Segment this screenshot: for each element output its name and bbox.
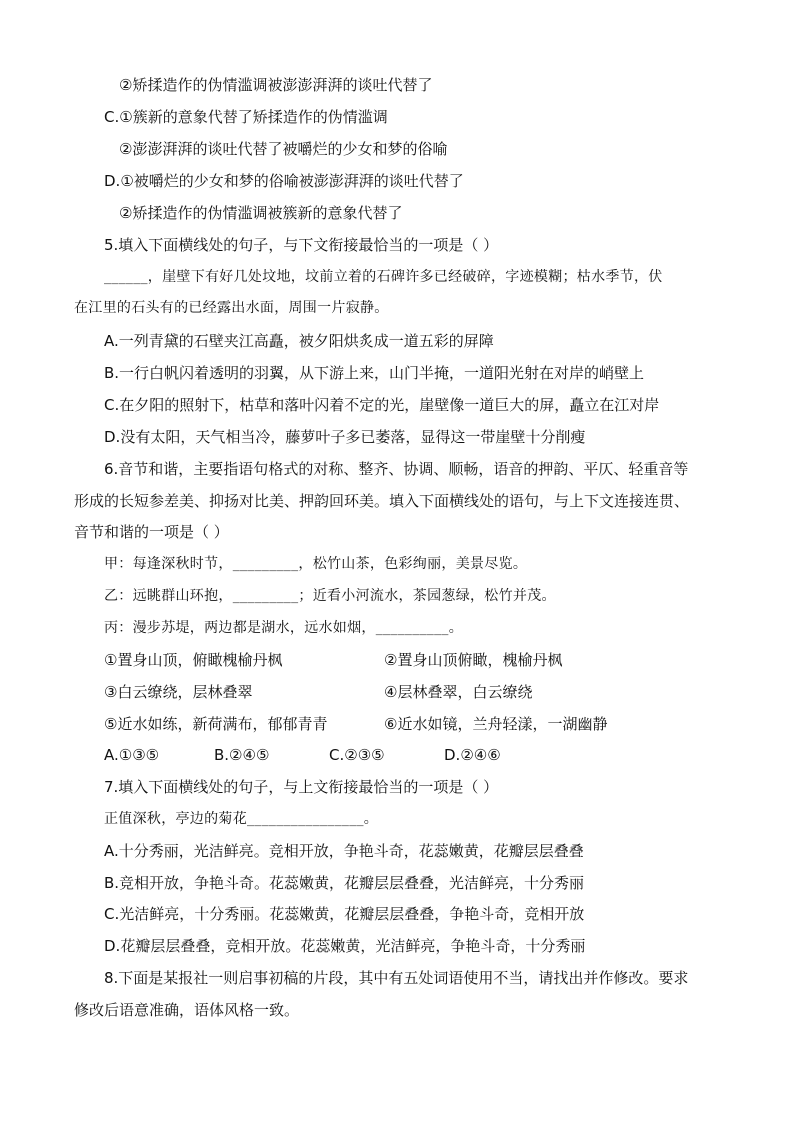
passage-line: 在江里的石头有的已经露出水面，周围一片寂静。 [74,300,389,316]
choice-a: A.一列青黛的石壁夹江高矗，被夕阳烘炙成一道五彩的屏障 [104,332,494,350]
option-item: ③白云缭绕，层林叠翠 [104,683,253,701]
option-item: ④层林叠翠，白云缭绕 [384,683,533,701]
answer-choice: C.②③⑤ [329,746,385,764]
answer-choice: A.①③⑤ [104,746,160,764]
text-line: ②矫揉造作的伪情滥调被澎澎湃湃的谈吐代替了 [119,76,433,94]
option-item: ⑤近水如练，新荷满布，郁郁青青 [104,715,328,733]
text-line: D.①被嚼烂的少女和梦的俗喻被澎澎湃湃的谈吐代替了 [104,172,464,190]
answer-choice: B.②④⑤ [214,746,270,764]
option-item: ②置身山顶俯瞰，槐榆丹枫 [384,651,563,669]
question-6-stem: 6.音节和谐，主要指语句格式的对称、整齐、协调、顺畅，语音的押韵、平仄、轻重音等 [104,460,689,478]
option-item: ①置身山顶，俯瞰槐榆丹枫 [104,651,283,669]
passage-line: 正值深秋，亭边的菊花________________。 [104,811,379,827]
question-5-stem: 5.填入下面横线处的句子，与下文衔接最恰当的一项是（ ） [104,236,499,254]
choice-b: B.竞相开放，争艳斗奇。花蕊嫩黄，花瓣层层叠叠，光洁鲜亮，十分秀丽 [104,874,585,892]
text-line: C.①簇新的意象代替了矫揉造作的伪情滥调 [104,108,388,126]
question-6-stem: 音节和谐的一项是（ ） [74,523,229,541]
passage-line: 丙：漫步苏堤，两边都是湖水，远水如烟，__________。 [104,620,463,636]
text-line: ②澎澎湃湃的谈吐代替了被嚼烂的少女和梦的俗喻 [119,140,448,158]
choice-d: D.没有太阳，天气相当冷，藤萝叶子多已萎落，显得这一带崖壁十分削瘦 [104,428,586,446]
choice-a: A.十分秀丽，光洁鲜亮。竞相开放，争艳斗奇，花蕊嫩黄，花瓣层层叠叠 [104,842,584,860]
choice-c: C.光洁鲜亮，十分秀丽。花蕊嫩黄，花瓣层层叠叠，争艳斗奇，竞相开放 [104,905,585,923]
passage-line: ______，崖壁下有好几处坟地，坟前立着的石碑许多已经破碎，字迹模糊；枯水季节，伏 [104,269,663,285]
question-8-stem: 8.下面是某报社一则启事初稿的片段，其中有五处词语使用不当，请找出并作修改。要求 [104,969,689,987]
answer-choice: D.②④⑥ [444,746,501,764]
text-line: ②矫揉造作的伪情滥调被簇新的意象代替了 [119,204,403,222]
choice-b: B.一行白帆闪着透明的羽翼，从下游上来，山门半掩，一道阳光射在对岸的峭壁上 [104,364,645,382]
choice-c: C.在夕阳的照射下，枯草和落叶闪着不定的光，崖壁像一道巨大的屏，矗立在江对岸 [104,396,660,414]
question-7-stem: 7.填入下面横线处的句子，与上文衔接最恰当的一项是（ ） [104,778,499,796]
option-item: ⑥近水如镜，兰舟轻漾，一湖幽静 [384,715,608,733]
choice-d: D.花瓣层层叠叠，竞相开放。花蕊嫩黄，光洁鲜亮，争艳斗奇，十分秀丽 [104,937,586,955]
passage-line: 乙：远眺群山环抱，_________；近看小河流水，茶园葱绿，松竹并茂。 [104,588,556,604]
question-8-stem: 修改后语意准确，语体风格一致。 [74,1001,300,1019]
passage-line: 甲：每逢深秋时节，_________，松竹山茶，色彩绚丽，美景尽览。 [104,556,528,572]
question-6-stem: 形成的长短参差美、抑扬对比美、押韵回环美。填入下面横线处的语句，与上下文连接连贯、 [74,492,690,510]
